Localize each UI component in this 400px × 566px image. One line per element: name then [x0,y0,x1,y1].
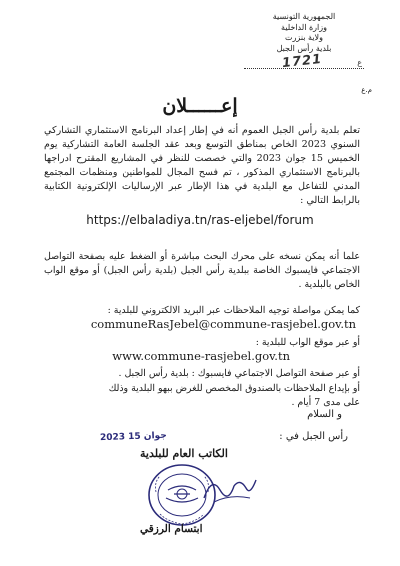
reference-prefix: ع [357,58,362,67]
email-address-text: communeRasJebel@commune-rasjebel.gov.tn [90,317,356,331]
date-marker: م.ع [361,86,372,94]
reference-number: 1721 [281,51,323,72]
signatory-title: الكاتب العام للبلدية [140,447,228,460]
letterhead-republic: الجمهورية التونسية [272,12,336,21]
reference-line [244,51,364,72]
stamp-date: 2023 جوان 15 [99,430,167,444]
box-note-line2: على مدى 7 أيام . [291,397,360,408]
website-address-text: www.commune-rasjebel.gov.tn [112,349,290,363]
closing-salutation: و السلام [307,409,342,420]
box-note-line1: أو بإيداع الملاحظات بالصندوق المخصص للغرض ببهو البلدية وذلك [108,383,360,394]
letterhead-ministry: وزارة الداخلية [281,22,327,32]
place-date-label: رأس الجبل في : [279,431,348,442]
search-note-paragraph: علما أنه يمكن نسخه على محرك البحث مباشرة أو الضغط عليه بصفحة التواصل الاجتماعي فايسبوك الخاصة ببلدية رأس الجبل (بلدية رأس الجبل) أو موقع الواب الخاص بالبلدية . [44,251,360,290]
forum-link[interactable]: https://elbaladiya.tn/ras-eljebel/forum [86,213,314,227]
announcement-paragraph: تعلم بلدية رأس الجبل العموم أنه في إطار إعداد البرنامج الاستثماري التشاركي السنوي 2023 الخاص بمناطق التوسع وبعد عقد الجلسة العامة التشاركية يوم الخميس 15 جوان 2023 والتي خصصت للنظر في المشاريع المقترح ادراجها بالبرنامج الاستثماري المذكور ، تم فسح المجال للمواطنين ومنظمات المجتمع المدني للتفاعل مع البلدية في هذا الإطار عبر الإرساليات الإلكترونية الكتابية بالرابط التالي : [44,125,361,206]
page-title: إعــــــلان [162,95,238,117]
signature-icon [200,468,260,508]
letterhead-governorate: ولاية بنزرت [285,33,323,42]
email-intro: كما يمكن مواصلة توجيه الملاحظات عبر البريد الالكتروني للبلدية : [107,305,360,316]
facebook-note: أو عبر صفحة التواصل الاجتماعي فايسبوك : بلدية رأس الجبل . [118,368,360,379]
email-address[interactable] [91,318,356,332]
letterhead-municipality: بلدية رأس الجبل [276,43,332,53]
website-intro: أو عبر موقع الواب للبلدية : [255,337,360,348]
website-address[interactable] [112,350,290,364]
signatory-name: ابتسام الرزقي [140,523,203,535]
letterhead [244,12,364,54]
